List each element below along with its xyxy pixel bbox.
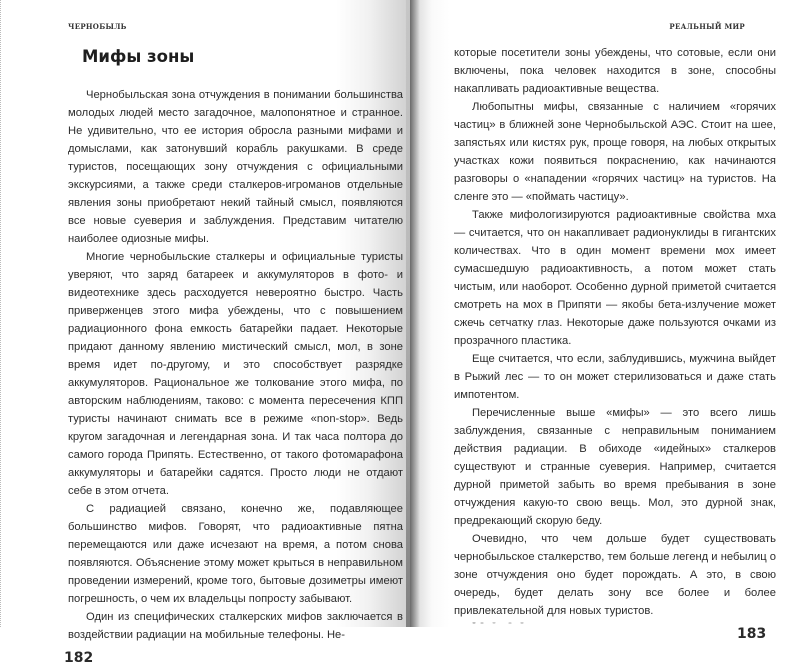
paragraph: Один из специфических сталкерских мифов заключается в воздействии радиации на мобильные телефоны. Не- xyxy=(68,611,403,641)
paragraph: Также мифологизируются радиоактивные свойства мха — считается, что он накапливает радионуклиды в гигантских количествах. Что в один момент времени мох имеет сумасшедшую радиоактивность, а потом может стать чистым, или наоборот. Особенно дурной приметой считается смотреть на мох в Припяти — якобы бета-излучение может сжечь сетчатку глаз. Некоторые даже пользуются очками из прозрачного пластика. xyxy=(454,209,776,347)
paragraph: Любопытны мифы, связанные с наличием «горячих частиц» в ближней зоне Чернобыльской АЭС. Стоит на шее, запястьях или кистях рук, проще говоря, на любых открытых участках кожи появиться покраснению, как начинаются разговоры о «нападении «горячих частиц» на туристов. На сленге это — «поймать частицу». xyxy=(454,101,776,203)
paragraph: Еще считается, что если, заблудившись, мужчина выйдет в Рыжий лес — то он может стерилизоваться и даже стать импотентом. xyxy=(454,353,776,401)
right-body-text xyxy=(454,44,776,620)
paragraph: Очевидно, что чем дольше будет существовать чернобыльское сталкерство, тем больше легенд и небылиц о зоне отчуждения оно будет порождать. А это, в свою очередь, будет делать зону все более и более привлекательной для новых туристов. xyxy=(454,533,776,617)
running-head-right: РЕАЛЬНЫЙ МИР xyxy=(669,22,745,31)
page-number-left: 182 xyxy=(64,650,94,666)
running-head-left: ЧЕРНОБЫЛЬ xyxy=(68,22,127,31)
page-edge xyxy=(0,0,4,627)
paragraph: Перечисленные выше «мифы» — это всего лишь заблуждения, связанные с неправильным пониманием действия радиации. В обиходе «идейных» сталкеров существуют и странные суеверия. Например, считается дурной приметой забыть во время пребывания в зоне отчуждения какую-то свою вещь. Мол, это дурной знак, предрекающий скорую беду. xyxy=(454,407,776,527)
paragraph-continuation: которые посетители зоны убеждены, что сотовые, если они включены, пока человек находится в зоне, способны накапливать радиоактивные вещества. xyxy=(454,47,776,95)
paragraph: Чернобыльская зона отчуждения в понимании большинства молодых людей место загадочное, малопонятное и странное. Не удивительно, что ее история обросла разными мифами и домыслами, как затонувший корабль ракушками. В среде туристов, посещающих зону отчуждения с официальными экскурсиями, а также среди сталкеров-игроманов отдельные явления зоны приобретают некий тайный смысл, появляются все новые суеверия и заблуждения. Представим читателю наиболее одиозные мифы. xyxy=(68,89,403,245)
chapter-title: Мифы зоны xyxy=(82,47,195,66)
paragraph: Многие чернобыльские сталкеры и официальные туристы уверяют, что заряд батареек и аккумуляторов в фото- и видеотехнике здесь расходуется невероятно быстро. Часть приверженцев этого мифа убеждены, что с повышением радиационного фона емкость батарейки падает. Некоторые придают данному явлению мистический смысл, мол, в зоне время идет по-другому, и это способствует разрядке аккумуляторов. Рациональное же толкование этого мифа, по авторским наблюдениям, таково: с момента пересечения КПП туристы начинают снимать все в режиме «non-stop». Ведь кругом загадочная и легендарная зона. И так часа полтора до самого города Припять. Естественно, от такого фотомарафона аккумуляторы и батарейки садятся. Просто люди не отдают себе в этом отчета. xyxy=(68,251,403,497)
paragraph: С радиацией связано, конечно же, подавляющее большинство мифов. Говорят, что радиоактивные пятна перемещаются или даже исчезают на время, а потом снова появляются. Объяснение этому может крыться в неправильном проведении измерений, кроме того, бытовые дозиметры имеют погрешность, о чем их владельцы попросту забывают. xyxy=(68,503,403,605)
left-body-text xyxy=(68,86,403,644)
page-number-right: 183 xyxy=(737,626,767,642)
